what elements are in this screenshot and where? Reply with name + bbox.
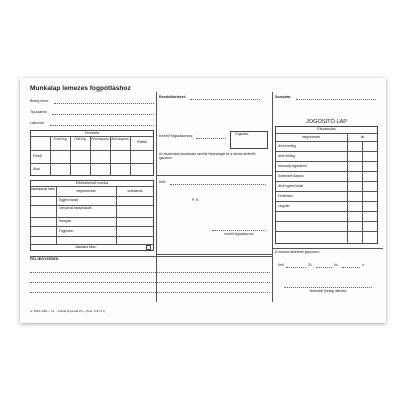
teeth-table-rule — [110, 136, 111, 176]
receipt-date-prefix: Kelt — [278, 263, 284, 267]
teeth-header-metal-clasp: Fém-kapocs — [91, 137, 109, 141]
address-field[interactable] — [50, 125, 154, 126]
form-title: Munkalap lemezes fogpótláshoz — [30, 85, 131, 92]
work-table-rule — [30, 205, 154, 206]
column-divider-left — [156, 92, 157, 302]
signature-label: kezelő fogszakorvos — [224, 232, 254, 236]
settlement-rule — [275, 201, 378, 202]
settlement-rule — [275, 191, 378, 192]
settlement-item: Fémlemez — [278, 194, 293, 198]
receipt-signature-line[interactable] — [284, 287, 372, 288]
column-divider-right — [272, 92, 273, 302]
patient-name-label: Beteg neve: — [30, 99, 50, 103]
work-item: Harapás — [59, 219, 72, 223]
teeth-header-front: Front-fog — [53, 137, 67, 141]
work-table-rule — [30, 217, 154, 218]
form-footer: A. 3510–158. r. sz. – Pátria Nyomda Zrt. • (Fax: 3-87-17) — [30, 309, 106, 313]
patient-name-field[interactable] — [54, 103, 154, 104]
settlement-rule — [275, 231, 378, 232]
work-table-rule — [30, 226, 154, 227]
serial-field[interactable] — [296, 99, 376, 100]
receipt-place-field[interactable] — [286, 267, 306, 268]
teeth-table-rule — [50, 136, 51, 176]
settlement-header: Elszámolás — [317, 127, 336, 131]
notes-line[interactable] — [30, 272, 270, 273]
settlement-rule — [347, 133, 348, 244]
receipt-month: hó — [334, 263, 338, 267]
handover-checkbox[interactable] — [146, 245, 151, 250]
settlement-item: Akríl egyéni kanál — [278, 184, 304, 188]
receipt-year: 20 — [308, 263, 312, 267]
teeth-row-lower: Alsó — [33, 167, 40, 171]
work-item: Lenyomat harapfalóalá — [59, 206, 92, 210]
receipt-signature-label: biztosított (beteg) aláírása — [309, 289, 347, 293]
settlement-rule — [275, 161, 378, 162]
ph-label: P. H. — [192, 198, 200, 202]
work-item: Egyjéni kanál — [59, 198, 78, 202]
settlement-rule — [275, 151, 378, 152]
address-label: Lakcíme: — [30, 121, 45, 125]
orderer-label: Rendelkörtézet: — [159, 95, 186, 99]
teeth-row-upper: Felső — [33, 154, 42, 158]
dentist-label: Kezelő fogszakorvos: — [159, 134, 194, 138]
notes-label: FELJEGYZÉSEK: — [30, 257, 60, 261]
date-field[interactable] — [170, 184, 266, 185]
work-table-rule — [30, 196, 154, 197]
settlement-qty-col: db — [360, 135, 365, 139]
dental-worksheet-form — [20, 78, 386, 323]
dentist-box-label: Fogszám: — [235, 132, 249, 136]
insurance-label: Taj-száma: — [30, 110, 48, 114]
settlement-item: Szerkezeti kapocs — [278, 174, 304, 178]
settlement-rule — [362, 141, 363, 244]
insurance-field[interactable] — [52, 114, 154, 115]
settlement-item: Lingválv — [278, 204, 290, 208]
notes-rule — [30, 256, 272, 257]
work-table-rule — [30, 236, 154, 237]
work-header-name: megnevezése — [76, 189, 96, 193]
teeth-table-rule — [90, 136, 91, 176]
work-table-rule — [116, 186, 117, 244]
dentist-field[interactable] — [196, 138, 226, 139]
settlement-rule — [275, 181, 378, 182]
settlement-name-col: megnevezés — [301, 135, 321, 139]
teeth-table-rule — [30, 150, 154, 151]
teeth-header-acrylic-clasp: Akríl-kapocs — [111, 137, 129, 141]
settlement-item: Akríl frontfog — [278, 144, 297, 148]
receipt-year-field[interactable] — [316, 267, 332, 268]
settlement-rule — [275, 133, 378, 134]
signature-line[interactable] — [212, 230, 266, 231]
teeth-table-rule — [30, 163, 154, 164]
settlement-item: Munkadíj fogankénti — [278, 164, 307, 168]
work-item: Fogpróba — [59, 229, 73, 233]
settlement-rule — [275, 171, 378, 172]
date-label: Kelt: — [159, 180, 167, 184]
serial-label: Sorszám: — [275, 95, 292, 99]
work-header-date: kiadásának kelte — [31, 187, 55, 191]
teeth-table-title: Tervezés — [84, 131, 100, 135]
work-table-rule — [56, 186, 57, 244]
notes-line[interactable] — [30, 292, 270, 293]
orderer-field[interactable] — [190, 99, 260, 100]
receipt-month-field[interactable] — [342, 267, 360, 268]
handover-label: Átadásra kész: — [75, 245, 97, 249]
work-header-delivery: szállítandó — [127, 189, 143, 193]
approval-statement: Az elszámolás darabszám szerinti helyességét és a munka átvételét igazolom: — [159, 152, 256, 160]
work-table-title: Elkészítendő munka — [75, 181, 109, 185]
license-title: JOGOSÍTÓ LAP — [305, 119, 348, 125]
teeth-table-rule — [70, 136, 71, 176]
middle-bottom-rule — [157, 254, 272, 255]
receipt-rule — [273, 248, 383, 249]
teeth-header-palate: Paletta — [137, 140, 147, 144]
receipt-text: A munka átvételét igazolom: — [275, 250, 320, 254]
middle-section-rule — [157, 175, 272, 176]
settlement-rule — [275, 211, 378, 212]
settlement-item: Akríl őrlőfog — [278, 154, 296, 158]
settlement-rule — [275, 221, 378, 222]
teeth-header-molar: Őrlő-fog — [74, 137, 86, 141]
notes-line[interactable] — [30, 282, 270, 283]
receipt-day: n. — [362, 263, 365, 267]
